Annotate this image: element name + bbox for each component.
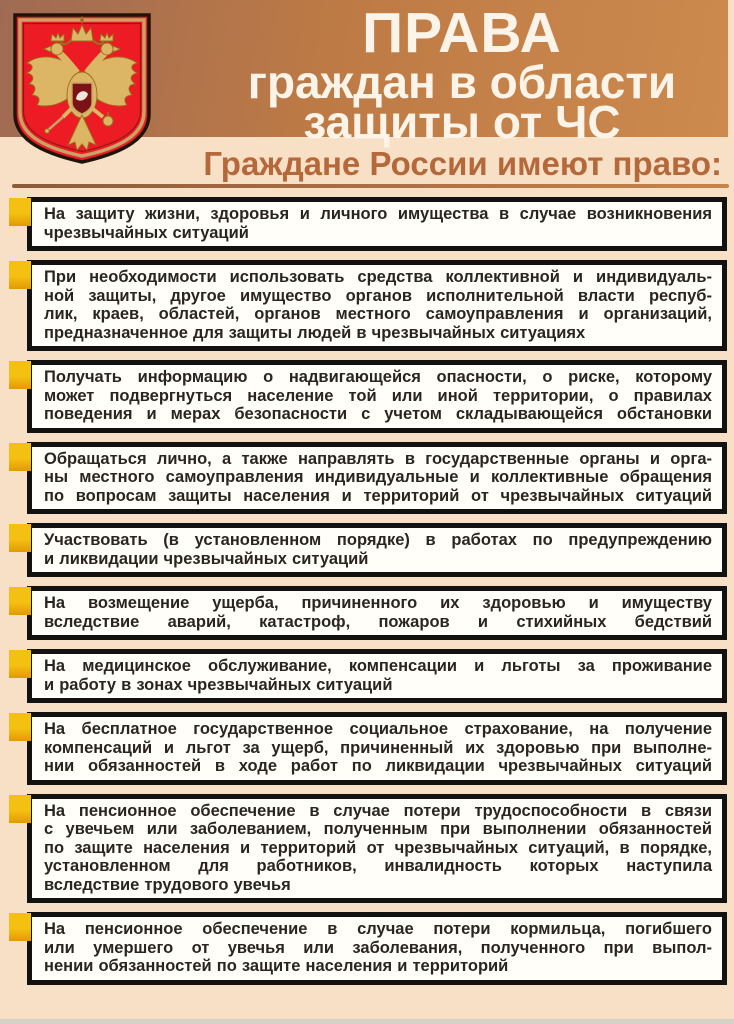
- right-text-line: нении обязанностей по защите населения и территорий: [44, 957, 509, 975]
- page-edge-shadow: [0, 1019, 734, 1024]
- right-item-4: [27, 442, 727, 515]
- bullet-marker-icon: [9, 361, 31, 389]
- bullet-marker-icon: [9, 913, 31, 941]
- right-text-line: по защите населения и территорий от чрезвычайных ситуаций, в порядке,: [44, 838, 712, 857]
- right-text-line: ны местного самоуправления индивидуальные и коллективные обращения: [44, 468, 712, 486]
- right-item-5: [27, 523, 727, 577]
- right-text-line: по вопросам защиты населения и территорий от чрезвычайных ситуаций: [44, 486, 712, 505]
- right-text-line: установленном для работников, инвалидность которых наступила: [44, 857, 712, 875]
- right-item-10: [27, 912, 727, 985]
- title-line-2: граждан в области: [247, 56, 677, 108]
- right-item-3: [27, 360, 727, 433]
- right-item-8: [27, 712, 727, 785]
- bullet-marker-icon: [9, 650, 31, 678]
- bullet-marker-icon: [9, 795, 31, 823]
- right-text-line: ной защиты, другое имущество органов исполнительной власти респуб-: [44, 286, 712, 305]
- right-text-line: предназначенное для защиты людей в чрезвычайных ситуациях: [44, 323, 586, 342]
- right-text-line: поведения и мерах безопасности с учетом складывающейся обстановки: [44, 405, 712, 423]
- divider-line: [12, 184, 729, 188]
- right-text-line: лик, краев, областей, органов местного самоуправления и организаций,: [44, 305, 712, 323]
- poster-title: [200, 1, 724, 148]
- right-text-line: На пенсионное обеспечение в случае потери трудоспособности в связи: [44, 801, 712, 820]
- right-text-line: На пенсионное обеспечение в случае потери кормильца, погибшего: [44, 920, 712, 938]
- right-text-line: и ликвидации чрезвычайных ситуаций: [44, 549, 369, 568]
- right-text-line: Участвовать (в установленном порядке) в работах по предупреждению: [44, 531, 712, 549]
- right-text-line: или умершего от увечья или заболевания, полученного при выпол-: [44, 938, 712, 957]
- right-text-line: с увечьем или заболеванием, полученным при выполнении обязанностей: [44, 820, 712, 838]
- bullet-marker-icon: [9, 443, 31, 471]
- right-text-line: может подвергнуться население той или иной территории, о правилах: [44, 386, 712, 405]
- bullet-marker-icon: [9, 524, 31, 552]
- right-text-line: На медицинское обслуживание, компенсации и льготы за проживание: [44, 657, 712, 675]
- title-line-1: ПРАВА: [362, 1, 562, 65]
- rights-list: [0, 197, 734, 994]
- right-text-line: нии обязанностей в ходе работ по ликвидации чрезвычайных ситуаций: [44, 757, 712, 775]
- bullet-marker-icon: [9, 587, 31, 615]
- right-item-1: [27, 197, 727, 251]
- right-item-9: [27, 794, 727, 904]
- right-text-line: и работу в зонах чрезвычайных ситуаций: [44, 675, 393, 694]
- right-text-line: вследствие аварий, катастроф, пожаров и стихийных бедствий: [44, 612, 712, 631]
- right-item-2: [27, 260, 727, 351]
- right-text-line: компенсаций и льгот за ущерб, причиненный их здоровью при выполне-: [44, 738, 712, 757]
- right-item-6: [27, 586, 727, 640]
- subtitle: Граждане России имеют право:: [203, 145, 722, 182]
- right-text-line: На бесплатное государственное социальное страхование, на получение: [44, 720, 712, 738]
- russia-coat-of-arms-icon: [11, 11, 153, 167]
- right-item-7: [27, 649, 727, 703]
- right-text-line: вследствие трудового увечья: [44, 875, 291, 894]
- right-text-line: Получать информацию о надвигающейся опасности, о риске, которому: [44, 368, 712, 386]
- bullet-marker-icon: [9, 198, 31, 226]
- right-text-line: На защиту жизни, здоровья и личного имущества в случае возникновения: [44, 205, 712, 223]
- bullet-marker-icon: [9, 261, 31, 289]
- bullet-marker-icon: [9, 713, 31, 741]
- right-text-line: При необходимости использовать средства коллективной и индивидуаль-: [44, 268, 712, 286]
- right-text-line: На возмещение ущерба, причиненного их здоровью и имуществу: [44, 594, 712, 612]
- right-text-line: Обращаться лично, а также направлять в государственные органы и орга-: [44, 449, 712, 468]
- right-text-line: чрезвычайных ситуаций: [44, 223, 249, 242]
- title-line-3: защиты от ЧС: [303, 96, 621, 148]
